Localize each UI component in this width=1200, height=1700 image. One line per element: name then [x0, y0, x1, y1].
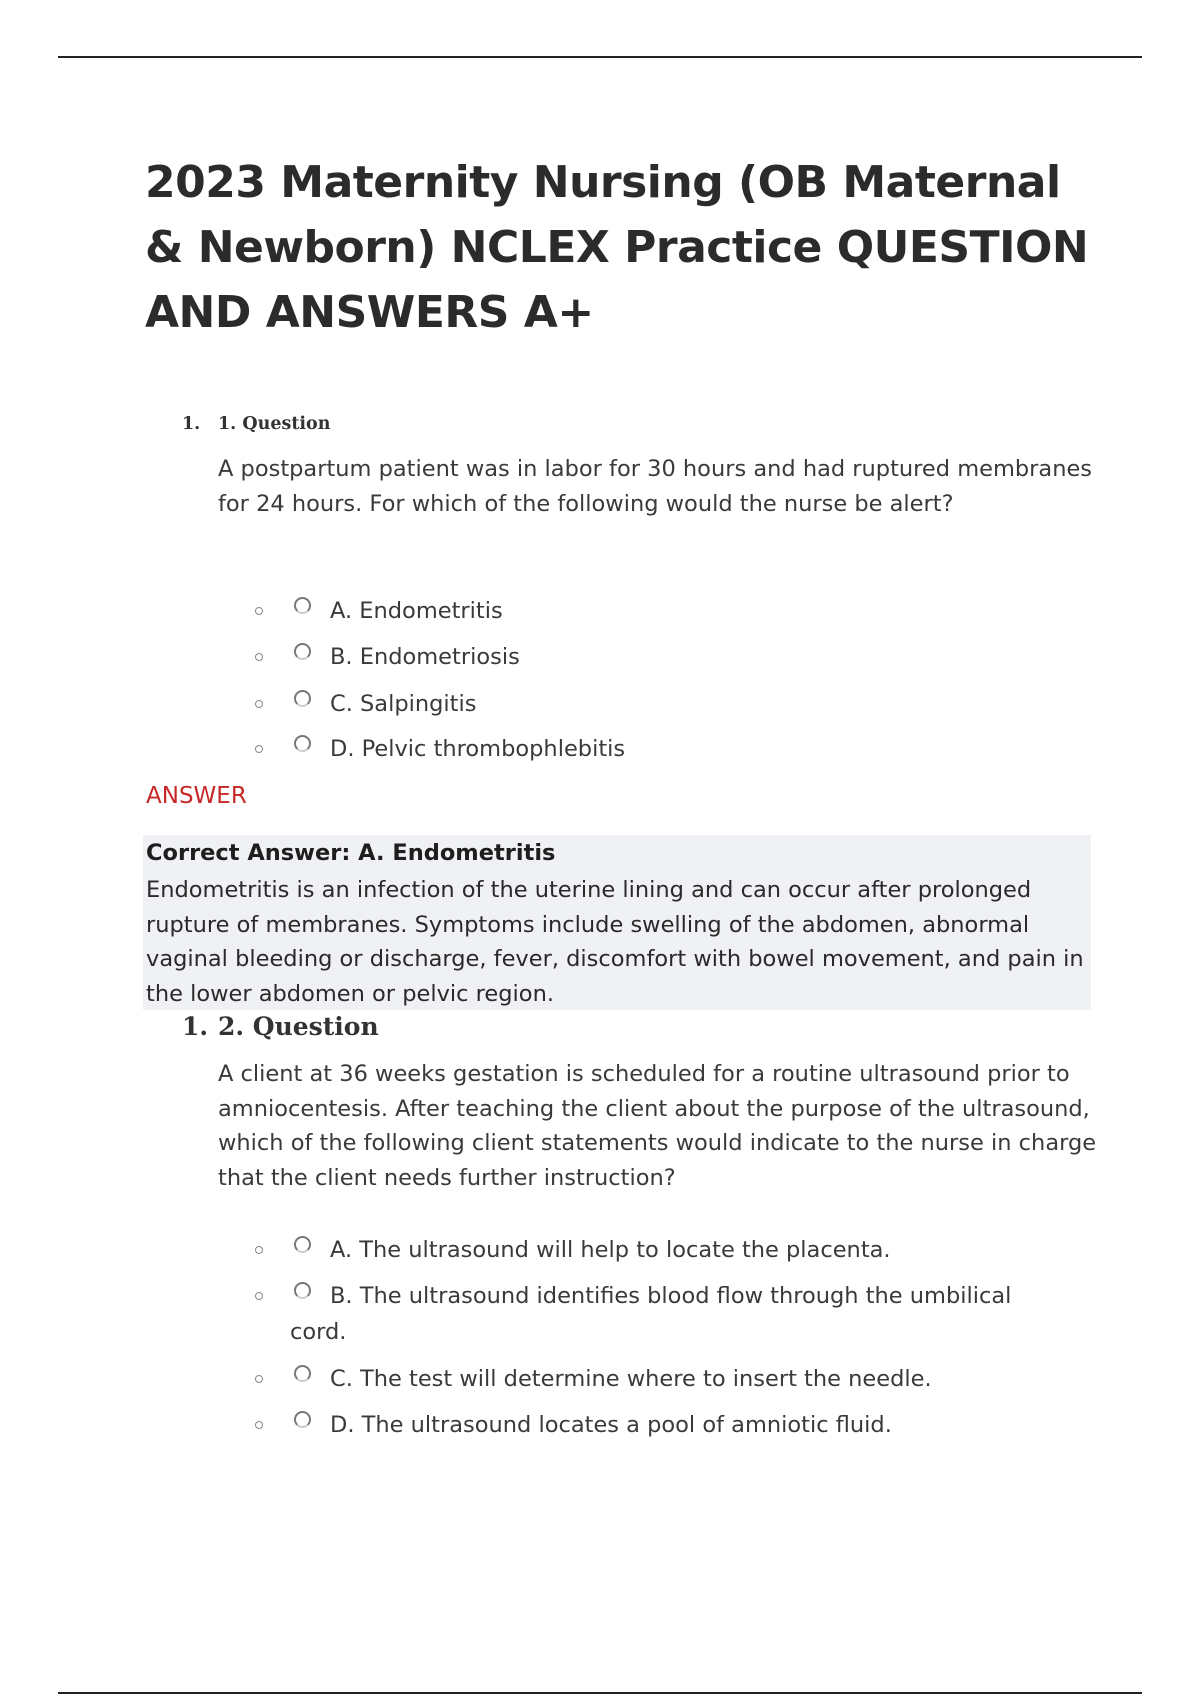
bullet-icon — [255, 745, 263, 753]
bullet-icon — [255, 1421, 263, 1429]
bullet-icon — [255, 653, 263, 661]
bullet-icon — [255, 1246, 263, 1254]
radio-icon[interactable] — [294, 1365, 311, 1382]
bullet-icon — [255, 700, 263, 708]
question-heading: 1. Question — [218, 414, 331, 434]
correct-answer: Correct Answer: A. Endometritis — [146, 840, 556, 866]
document-title: 2023 Maternity Nursing (OB Maternal & Newborn) NCLEX Practice QUESTION AND ANSWERS A+ — [145, 157, 1089, 338]
radio-icon[interactable] — [294, 1236, 311, 1253]
bottom-rule — [58, 1692, 1142, 1694]
radio-icon[interactable] — [294, 690, 311, 707]
bullet-icon — [255, 607, 263, 615]
bullet-icon — [255, 1375, 263, 1383]
answer-explanation: Endometritis is an infection of the uterine lining and can occur after prolonged rupture of membranes. Symptoms include swelling of the abdomen, abnormal vaginal bleeding or discharge, fever, discomfort with bowel movement, and pain in the lower abdomen or pelvic region. — [146, 877, 1084, 1007]
bullet-icon — [255, 1292, 263, 1300]
radio-icon[interactable] — [294, 597, 311, 614]
list-number: 1. — [182, 1012, 209, 1041]
answer-label: ANSWER — [146, 783, 247, 809]
radio-icon[interactable] — [294, 643, 311, 660]
list-number: 1. — [182, 414, 201, 434]
question-heading: 2. Question — [218, 1012, 379, 1041]
radio-icon[interactable] — [294, 735, 311, 752]
question-2-text: A client at 36 weeks gestation is scheduled for a routine ultrasound prior to amniocentesis. After teaching the client about the purpose of the ultrasound, which of the following client statements would indicate to the nurse in charge that the client needs further instruction? — [218, 1061, 1097, 1191]
answer-box — [143, 835, 1091, 1010]
top-rule — [58, 56, 1142, 58]
radio-icon[interactable] — [294, 1411, 311, 1428]
question-1-text: A postpartum patient was in labor for 30 hours and had ruptured membranes for 24 hours. For which of the following would the nurse be alert? — [218, 456, 1093, 517]
